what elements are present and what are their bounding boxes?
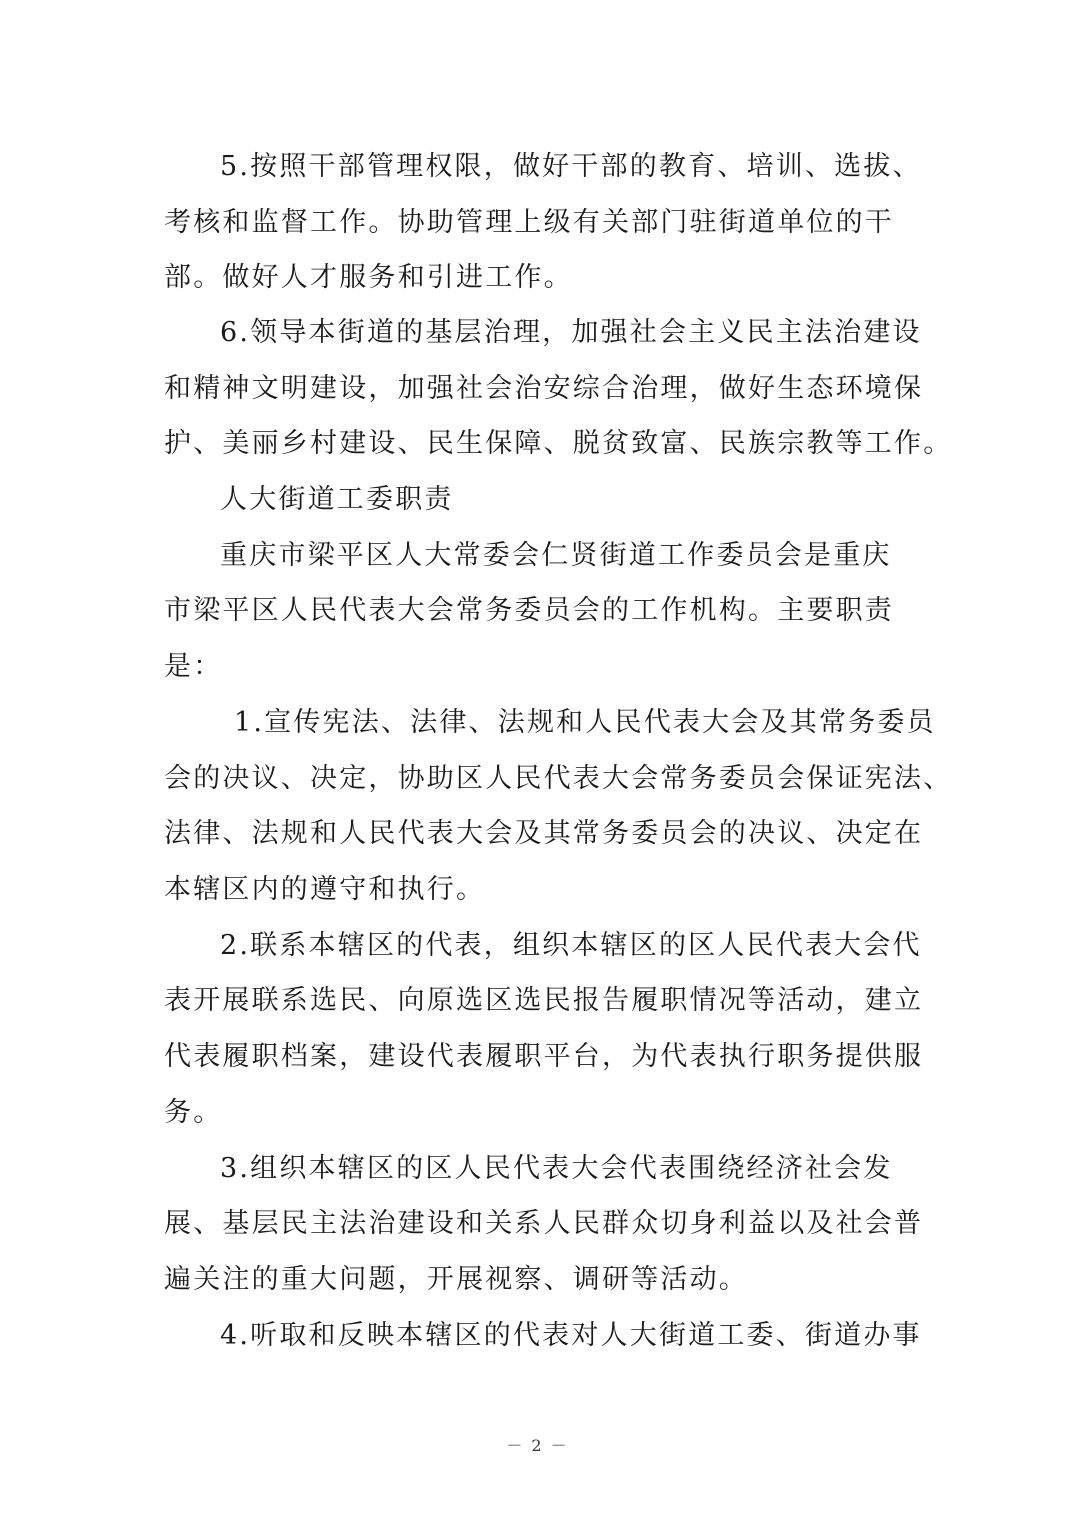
page-number: － 2 － bbox=[506, 1436, 569, 1455]
text-line-21: 遍关注的重大问题，开展视察、调研等活动。 bbox=[164, 1264, 748, 1295]
text-line-10: 是： bbox=[164, 651, 223, 682]
text-line-4: 6.领导本街道的基层治理，加强社会主义民主法治建设 bbox=[220, 317, 922, 348]
text-line-9: 市梁平区人民代表大会常务委员会的工作机构。主要职责 bbox=[164, 595, 894, 626]
text-line-6: 护、美丽乡村建设、民生保障、脱贫致富、民族宗教等工作。 bbox=[164, 428, 953, 459]
text-line-5: 和精神文明建设，加强社会治安综合治理，做好生态环境保 bbox=[164, 373, 924, 404]
text-line-19: 3.组织本辖区的区人民代表大会代表围绕经济社会发 bbox=[220, 1153, 893, 1184]
text-line-20: 展、基层民主法治建设和关系人民群众切身利益以及社会普 bbox=[164, 1208, 924, 1239]
text-line-13: 法律、法规和人民代表大会及其常务委员会的决议、决定在 bbox=[164, 818, 924, 849]
text-line-8: 重庆市梁平区人大常委会仁贤街道工作委员会是重庆 bbox=[220, 540, 892, 571]
section-heading: 人大街道工委职责 bbox=[220, 484, 454, 515]
text-line-11: 1.宣传宪法、法律、法规和人民代表大会及其常务委员 bbox=[234, 707, 936, 738]
text-line-18: 务。 bbox=[164, 1097, 223, 1128]
text-line-14: 本辖区内的遵守和执行。 bbox=[164, 874, 486, 905]
text-line-15: 2.联系本辖区的代表，组织本辖区的区人民代表大会代 bbox=[220, 930, 922, 961]
text-line-16: 表开展联系选民、向原选区选民报告履职情况等活动，建立 bbox=[164, 985, 924, 1016]
text-line-3: 部。做好人才服务和引进工作。 bbox=[164, 262, 573, 293]
text-line-22: 4.听取和反映本辖区的代表对人大街道工委、街道办事 bbox=[220, 1320, 922, 1351]
text-line-17: 代表履职档案，建设代表履职平台，为代表执行职务提供服 bbox=[164, 1041, 924, 1072]
text-line-1: 5.按照干部管理权限，做好干部的教育、培训、选拔、 bbox=[220, 151, 922, 182]
text-line-12: 会的决议、决定，协助区人民代表大会常务委员会保证宪法、 bbox=[164, 763, 953, 794]
text-line-2: 考核和监督工作。协助管理上级有关部门驻街道单位的干 bbox=[164, 207, 894, 238]
